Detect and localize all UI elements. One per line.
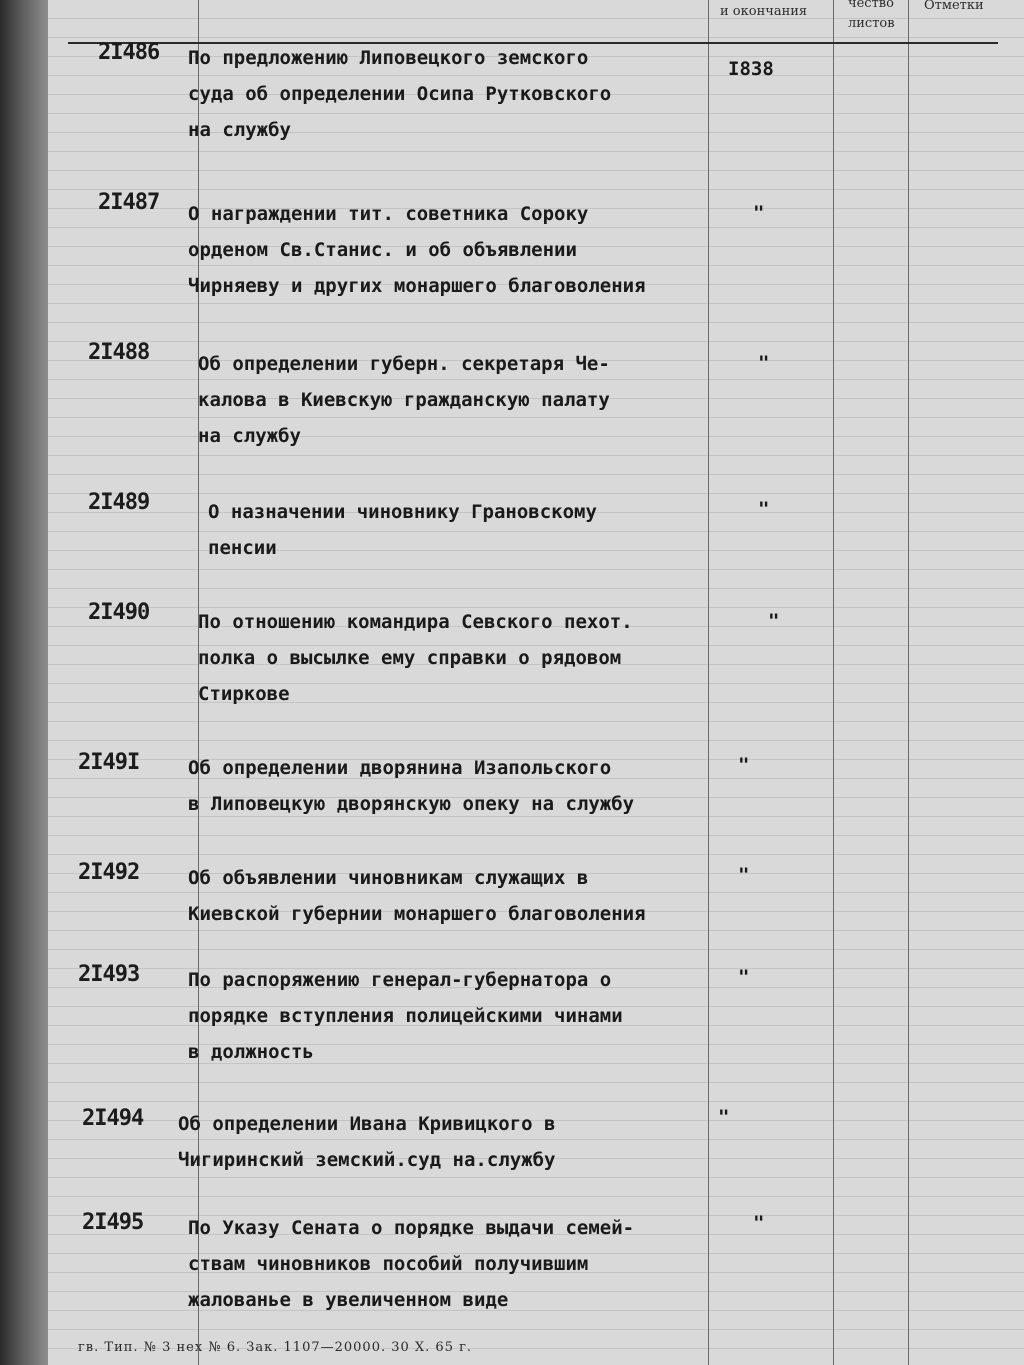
entry-title: Об определении дворянина Изапольского в Липовецкую дворянскую опеку на службу [188, 757, 635, 815]
header-notes: Отметки [924, 0, 984, 13]
entry-title: По предложению Липовецкого земского суда об определении Осипа Рутковского на службу [188, 47, 612, 141]
column-rule-notes [908, 0, 909, 1365]
entry-number: 2I490 [88, 600, 150, 625]
entry-number: 2I487 [98, 190, 160, 215]
book-spine [0, 0, 48, 1365]
header-sheets-top: чество [848, 0, 894, 11]
entry-number: 2I486 [98, 40, 160, 65]
entry-date: " [738, 966, 750, 988]
entry-number: 2I49I [78, 750, 140, 775]
entry-number: 2I495 [82, 1210, 144, 1235]
entry-number: 2I494 [82, 1106, 144, 1131]
entry-number: 2I489 [88, 490, 150, 515]
entry-date: " [738, 754, 750, 776]
ledger-page [48, 0, 1024, 1365]
header-sheets: листов [848, 16, 895, 31]
entry-date: " [753, 202, 765, 224]
entry-title: Об определении губерн. секретаря Че- калова в Киевскую гражданскую палату на службу [198, 353, 610, 447]
entry-date: " [753, 1212, 765, 1234]
entry-title: По отношению командира Севского пехот. полка о высылке ему справки о рядовом Стиркове [198, 611, 633, 705]
column-rule-sheets [833, 0, 834, 1365]
entry-date: " [718, 1106, 730, 1128]
header-dates: и окончания [720, 4, 808, 19]
entry-date: " [758, 498, 770, 520]
entry-date: " [768, 610, 780, 632]
entry-title: Об объявлении чиновникам служащих в Киевской губернии монаршего благоволения [188, 867, 646, 925]
entry-title: По распоряжению генерал-губернатора о порядке вступления полицейскими чинами в должность [188, 969, 623, 1063]
entry-date: I838 [728, 58, 774, 80]
entry-number: 2I488 [88, 340, 150, 365]
entry-date: " [758, 352, 770, 374]
entry-title: Об определении Ивана Кривицкого в Чигиринский земский.суд на.службу [178, 1113, 556, 1171]
entry-date: " [738, 864, 750, 886]
printing-imprint: гв. Тип. № 3 нех № 6. Зак. 1107—20000. 30 X. 65 г. [78, 1340, 473, 1355]
entry-title: О назначении чиновнику Грановскому пенсии [208, 501, 597, 559]
entry-number: 2I492 [78, 860, 140, 885]
entry-number: 2I493 [78, 962, 140, 987]
entry-title: По Указу Сената о порядке выдачи семей- ствам чиновников пособий получившим жалованье в увеличенном виде [188, 1217, 635, 1311]
entry-title: О награждении тит. советника Сороку орденом Св.Станис. и об объявлении Чирняеву и других монаршего благоволения [188, 203, 646, 297]
